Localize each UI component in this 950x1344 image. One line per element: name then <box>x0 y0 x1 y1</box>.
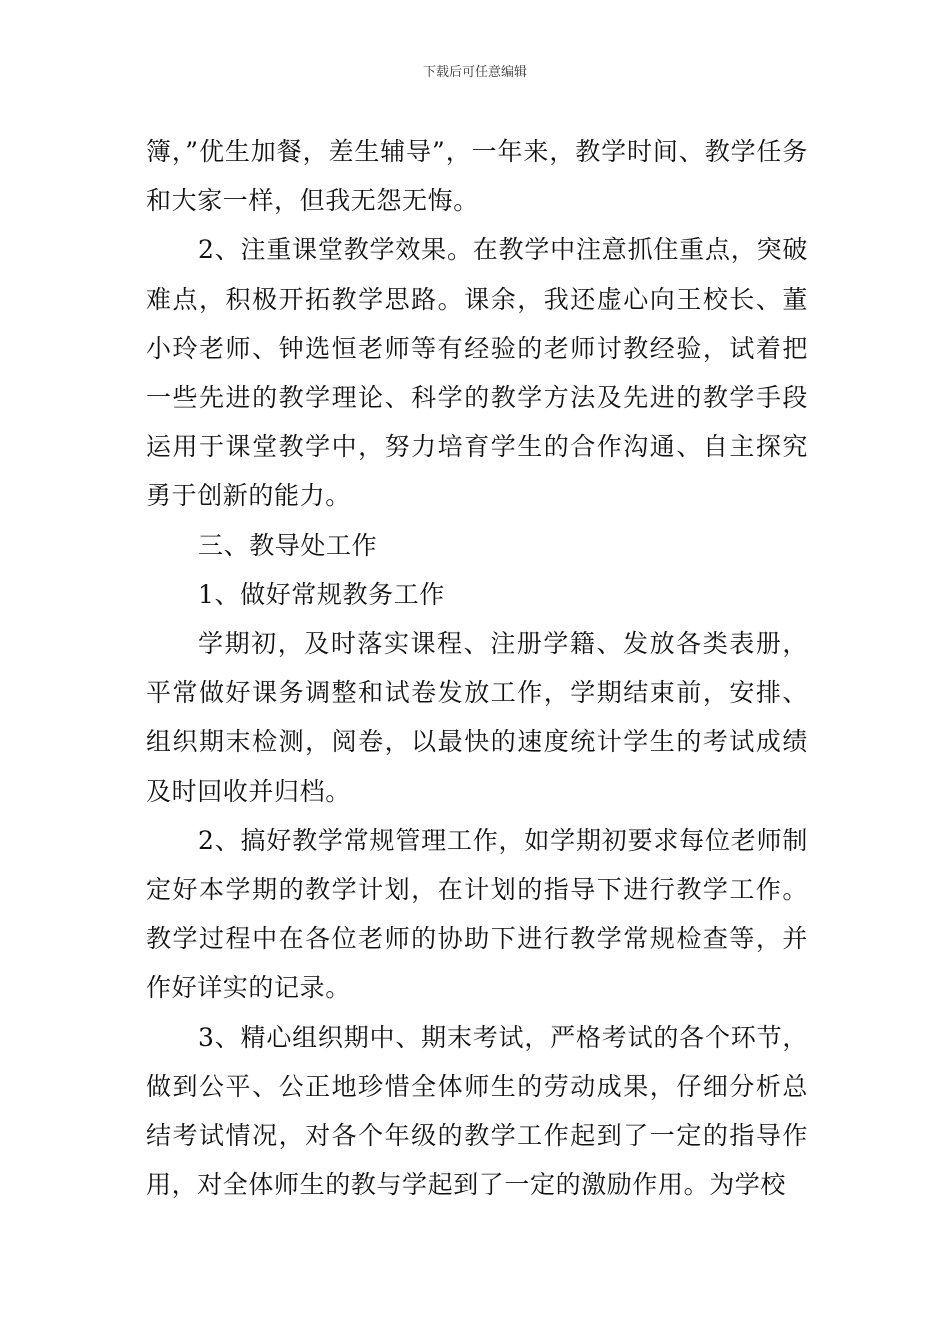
paragraph-2: 2、注重课堂教学效果。在教学中注意抓住重点，突破难点，积极开拓教学思路。课余，我还虚心向王校长、董小玲老师、钟选恒老师等有经验的老师讨教经验，试着把一些先进的教学理论、科学的教学方法及先进的教学手段运用于课堂教学中，努力培育学生的合作沟通、自主探究勇于创新的能力。 <box>146 235 808 511</box>
paragraph-4: 2、搞好教学常规管理工作，如学期初要求每位老师制定好本学期的教学计划，在计划的指导下进行教学工作。教学过程中在各位老师的协助下进行教学常规检查等，并作好详实的记录。 <box>146 825 808 1003</box>
paragraph-1: 簿，”优生加餐，差生辅导”，一年来，教学时间、教学任务和大家一样，但我无怨无悔。 <box>146 137 808 216</box>
paragraph-5: 3、精心组织期中、期末考试，严格考试的各个环节，做到公平、公正地珍惜全体师生的劳动成果，仔细分析总结考试情况，对各个年级的教学工作起到了一定的指导作用，对全体师生的教与学起到了一定的激励作用。为学校 <box>146 1022 808 1200</box>
subsection-heading: 1、做好常规教务工作 <box>198 579 445 609</box>
paragraph-3: 学期初，及时落实课程、注册学籍、发放各类表册，平常做好课务调整和试卷发放工作，学期结束前，安排、组织期末检测，阅卷，以最快的速度统计学生的考试成绩及时回收并归档。 <box>146 629 808 806</box>
section-heading: 三、教导处工作 <box>198 530 378 560</box>
page-header: 下载后可任意编辑 <box>422 65 527 80</box>
document-body <box>146 127 808 1209</box>
